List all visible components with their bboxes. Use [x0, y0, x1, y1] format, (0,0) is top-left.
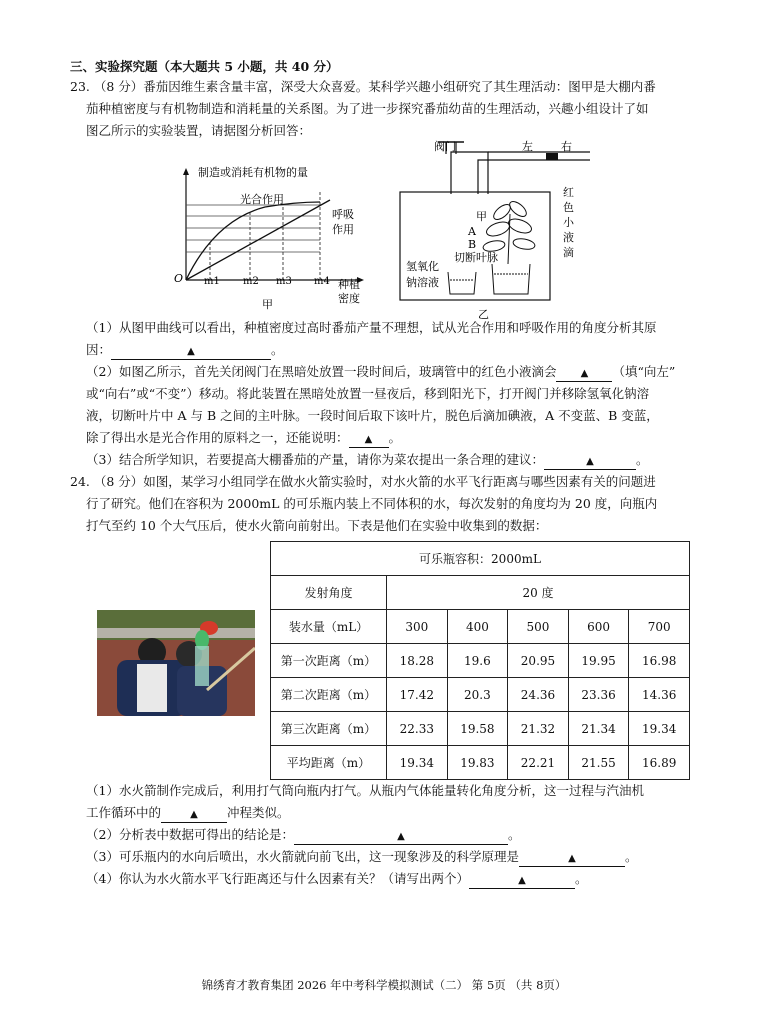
- table-cell: 19.34: [629, 712, 690, 746]
- label-b: B: [468, 238, 477, 251]
- table-cell: 19.34: [387, 746, 448, 780]
- svg-text:红: 红: [563, 186, 574, 199]
- plant-beaker: [492, 264, 530, 294]
- table-cell: 14.36: [629, 678, 690, 712]
- origin-label: O: [174, 272, 184, 285]
- table-row: [271, 644, 690, 678]
- svg-text:色: 色: [563, 201, 574, 214]
- table-cell: 21.32: [508, 712, 569, 746]
- photosynthesis-label: 光合作用: [240, 193, 284, 206]
- table-cell: 20.95: [508, 644, 569, 678]
- q24-part1-line1: （1）水火箭制作完成后，利用打气筒向瓶内打气。从瓶内气体能量转化角度分析，这一过程与汽油机: [86, 783, 644, 798]
- data-table: [270, 541, 690, 780]
- label-left: 左: [522, 140, 533, 153]
- table-row: [271, 610, 690, 644]
- respiration-label-2: 作用: [332, 223, 354, 236]
- naoh-beaker: [448, 272, 476, 294]
- answer-blank[interactable]: ▲: [294, 830, 508, 845]
- table-cell: 第三次距离（m）: [271, 712, 387, 746]
- table-cell: 平均距离（m）: [271, 746, 387, 780]
- left-tube: [451, 152, 488, 194]
- answer-blank[interactable]: ▲: [111, 345, 271, 360]
- table-cell: 19.95: [568, 644, 629, 678]
- table-cell: 23.36: [568, 678, 629, 712]
- answer-blank[interactable]: ▲: [556, 367, 612, 382]
- label-cut-vein: 切断叶脉: [454, 251, 498, 264]
- figure-yi-apparatus: [398, 134, 590, 322]
- x-label-1: 种植: [338, 278, 360, 291]
- q23-part2-line2: 或“向右”或“不变”）移动。将此装置在黑暗处放置一昼夜后，移到阳光下，打开阀门并移除氢氧化钠溶: [86, 386, 650, 401]
- table-cell: 19.83: [447, 746, 508, 780]
- table-cell: 700: [629, 610, 690, 644]
- table-title: 可乐瓶容积：2000mL: [271, 542, 690, 576]
- table-row: [271, 712, 690, 746]
- svg-text:液: 液: [563, 231, 574, 244]
- table-cell: 22.21: [508, 746, 569, 780]
- chart-ylabel: 制造或消耗有机物的量: [198, 166, 308, 179]
- table-cell: 400: [447, 610, 508, 644]
- label-jia: 甲: [476, 210, 487, 223]
- q23-part3: （3）结合所学知识，若要提高大棚番茄的产量，请你为菜农提出一条合理的建议： ▲ 。: [86, 450, 648, 470]
- table-cell: 21.55: [568, 746, 629, 780]
- table-cell: 21.34: [568, 712, 629, 746]
- answer-blank[interactable]: ▲: [349, 433, 389, 448]
- q23-part2-line4: 除了得出水是光合作用的原料之一，还能说明： ▲ 。: [86, 428, 401, 448]
- table-cell: 19.6: [447, 644, 508, 678]
- table-cell: 第一次距离（m）: [271, 644, 387, 678]
- table-cell: 24.36: [508, 678, 569, 712]
- tick-m4: m4: [314, 276, 330, 287]
- table-cell: 16.89: [629, 746, 690, 780]
- svg-text:小: 小: [563, 216, 574, 229]
- q23-part1-line1: （1）从图甲曲线可以看出，种植密度过高时番茄产量不理想，试从光合作用和呼吸作用的角度分析其原: [86, 320, 657, 335]
- q24-part2: （2）分析表中数据可得出的结论是： ▲ 。: [86, 825, 520, 845]
- q23-part1-line2: 因： ▲ 。: [86, 340, 284, 360]
- table-cell: 第二次距离（m）: [271, 678, 387, 712]
- figure-jia-caption: 甲: [262, 298, 273, 310]
- respiration-label-1: 呼吸: [332, 208, 354, 221]
- table-cell: 22.33: [387, 712, 448, 746]
- q24-part4: （4）你认为水火箭水平飞行距离还与什么因素有关？（请写出两个） ▲ 。: [86, 869, 587, 889]
- red-droplet: [546, 153, 558, 160]
- q23-part2-line3: 液，切断叶片中 A 与 B 之间的主叶脉。一段时间后取下该叶片，脱色后滴加碘液，A 不变蓝、B 变蓝，: [86, 408, 659, 423]
- svg-text:滴: 滴: [563, 246, 574, 259]
- answer-blank[interactable]: ▲: [519, 852, 625, 867]
- label-valve: 阀门: [434, 140, 456, 153]
- table-cell: 17.42: [387, 678, 448, 712]
- tick-m2: m2: [243, 276, 259, 287]
- water-rocket-photo: [97, 610, 255, 716]
- page-footer: 锦绣育才教育集团 2026 年中考科学模拟测试（二） 第 5页 （共 8页）: [201, 978, 567, 992]
- table-cell: 300: [387, 610, 448, 644]
- table-cell: 装水量（mL）: [271, 610, 387, 644]
- q24-part3: （3）可乐瓶内的水向后喷出，水火箭就向前飞出，这一现象涉及的科学原理是 ▲ 。: [86, 847, 637, 867]
- table-cell: 500: [508, 610, 569, 644]
- table-title-row: [271, 542, 690, 576]
- label-naoh-2: 钠溶液: [406, 276, 439, 289]
- table-row: [271, 576, 690, 610]
- q24-stem-line2: 行了研究。他们在容积为 2000mL 的可乐瓶内装上不同体积的水，每次发射的角度均为 20 度，向瓶内: [86, 496, 658, 511]
- figure-jia-chart: [170, 160, 370, 310]
- table-cell: 发射角度: [271, 576, 387, 610]
- q24-part1-line2: 工作循环中的 ▲ 冲程类似。: [86, 803, 290, 823]
- grid-lines: [186, 205, 320, 252]
- label-right: 右: [561, 140, 572, 153]
- answer-blank[interactable]: ▲: [161, 808, 227, 823]
- y-axis-arrow: [183, 168, 189, 175]
- table-cell: 18.28: [387, 644, 448, 678]
- answer-blank[interactable]: ▲: [544, 455, 636, 470]
- table-cell: 600: [568, 610, 629, 644]
- label-a: A: [468, 225, 476, 238]
- q23-stem-line2: 茄种植密度与有机物制造和消耗量的关系图。为了进一步探究番茄幼苗的生理活动，兴趣小组设计了如: [86, 101, 649, 116]
- label-red-droplet: [563, 186, 575, 259]
- label-naoh-1: 氢氧化: [406, 260, 439, 273]
- table-row: [271, 678, 690, 712]
- q23-stem-line1: 23. （8 分）番茄因维生素含量丰富，深受大众喜爱。某科学兴趣小组研究了其生理活动：图甲是大棚内番: [70, 79, 656, 94]
- tick-m1: m1: [204, 276, 220, 287]
- q23-part2-line1: （2）如图乙所示，首先关闭阀门在黑暗处放置一段时间后，玻璃管中的红色小液滴会 ▲ （填“向左”: [86, 362, 675, 382]
- table-cell: 19.58: [447, 712, 508, 746]
- table-cell: 16.98: [629, 644, 690, 678]
- table-cell: 20.3: [447, 678, 508, 712]
- table-cell: 20 度: [387, 576, 690, 610]
- section-title: 三、实验探究题（本大题共 5 小题，共 40 分）: [70, 59, 339, 74]
- table-row: [271, 746, 690, 780]
- q24-stem-line3: 打气至约 10 个大气压后，使水火箭向前射出。下表是他们在实验中收集到的数据：: [86, 518, 548, 533]
- x-label-2: 密度: [338, 292, 360, 305]
- q24-stem-line1: 24. （8 分）如图，某学习小组同学在做水火箭实验时，对水火箭的水平飞行距离与哪些因素有关的问题进: [70, 474, 656, 489]
- answer-blank[interactable]: ▲: [469, 874, 575, 889]
- tick-m3: m3: [276, 276, 292, 287]
- figure-yi-caption: 乙: [478, 308, 489, 321]
- q23-stem-line3: 图乙所示的实验装置，请据图分析回答：: [86, 123, 312, 138]
